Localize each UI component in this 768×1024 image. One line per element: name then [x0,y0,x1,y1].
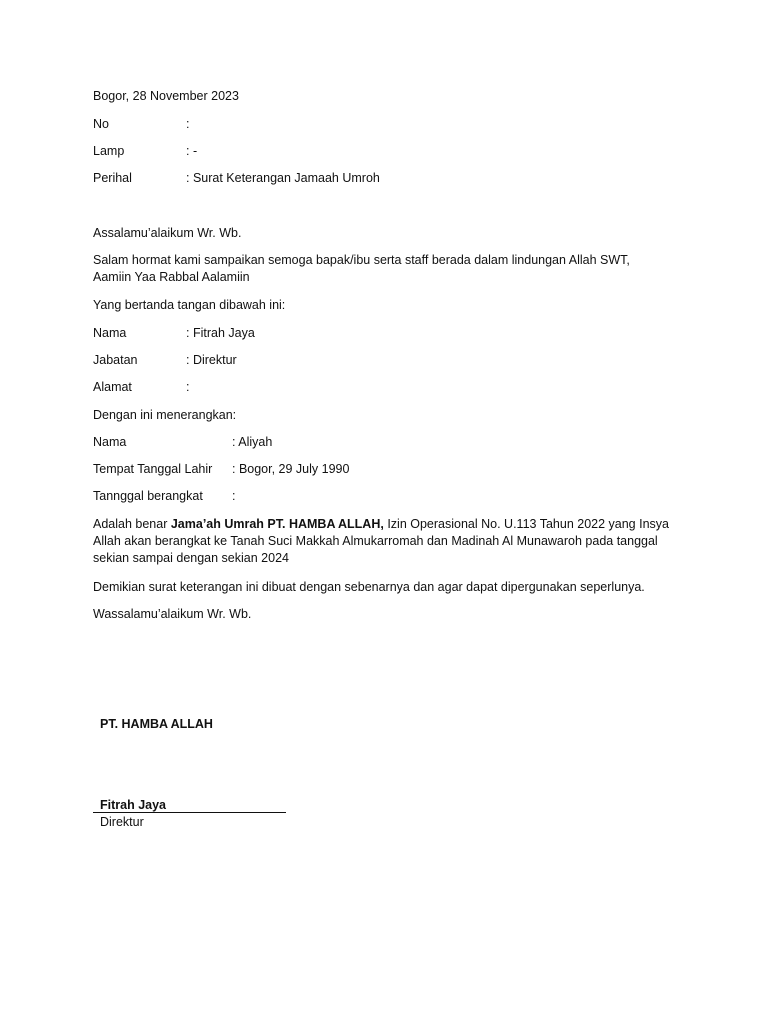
field-value: : Fitrah Jaya [186,326,255,340]
field-value: : Bogor, 29 July 1990 [232,462,350,476]
field-label: Lamp [93,144,125,158]
signer-title: Direktur [100,815,144,829]
opening-paragraph: Salam hormat kami sampaikan semoga bapak/ibu serta staff berada dalam lindungan Allah SWT, Aamiin Yaa Rabbal Aalamiin [93,253,630,284]
body-paragraph [93,516,673,567]
field-label: Tannggal berangkat [93,489,203,503]
signature-line [93,812,286,813]
body-bold-company: Jama’ah Umrah PT. HAMBA ALLAH, [170,517,384,531]
field-value: : [232,489,236,503]
field-value: : - [186,144,198,158]
subject-field-ttl [93,461,349,477]
field-value: : [186,380,190,394]
header-field-lamp [93,143,197,159]
body-prefix: Adalah benar [93,517,171,531]
farewell: Wassalamu’alaikum Wr. Wb. [93,607,252,621]
field-label: Jabatan [93,353,138,367]
field-value: : Surat Keterangan Jamaah Umroh [186,171,380,185]
closing-paragraph: Demikian surat keterangan ini dibuat dengan sebenarnya dan agar dapat dipergunakan seperlunya. [93,580,645,594]
field-label: No [93,117,109,131]
field-value: : Aliyah [232,435,273,449]
signer-field-jabatan [93,352,237,368]
signer-field-alamat [93,379,189,395]
field-label: Perihal [93,171,132,185]
place-date: Bogor, 28 November 2023 [93,89,239,103]
subject-field-nama [93,434,272,450]
statement-intro: Dengan ini menerangkan: [93,408,237,422]
signer-name: Fitrah Jaya [100,798,167,812]
field-label: Nama [93,326,127,340]
header-field-perihal [93,170,380,186]
signer-field-nama [93,325,255,341]
company-name: PT. HAMBA ALLAH [100,717,213,731]
body-suffix: Izin Operasional No. U.113 Tahun 2022 yang Insya Allah akan berangkat ke Tanah Suci Makkah Almukarromah dan Madinah Al Munawaroh pada tanggal sekian sampai dengan sekian 2024 [93,517,669,565]
greeting: Assalamu’alaikum Wr. Wb. [93,226,242,240]
field-label: Tempat Tanggal Lahir [93,462,213,476]
subject-field-berangkat [93,488,235,504]
field-label: Nama [93,435,127,449]
signer-intro: Yang bertanda tangan dibawah ini: [93,298,286,312]
field-value: : [186,117,190,131]
header-field-no [93,116,189,132]
field-value: : Direktur [186,353,237,367]
field-label: Alamat [93,380,132,394]
